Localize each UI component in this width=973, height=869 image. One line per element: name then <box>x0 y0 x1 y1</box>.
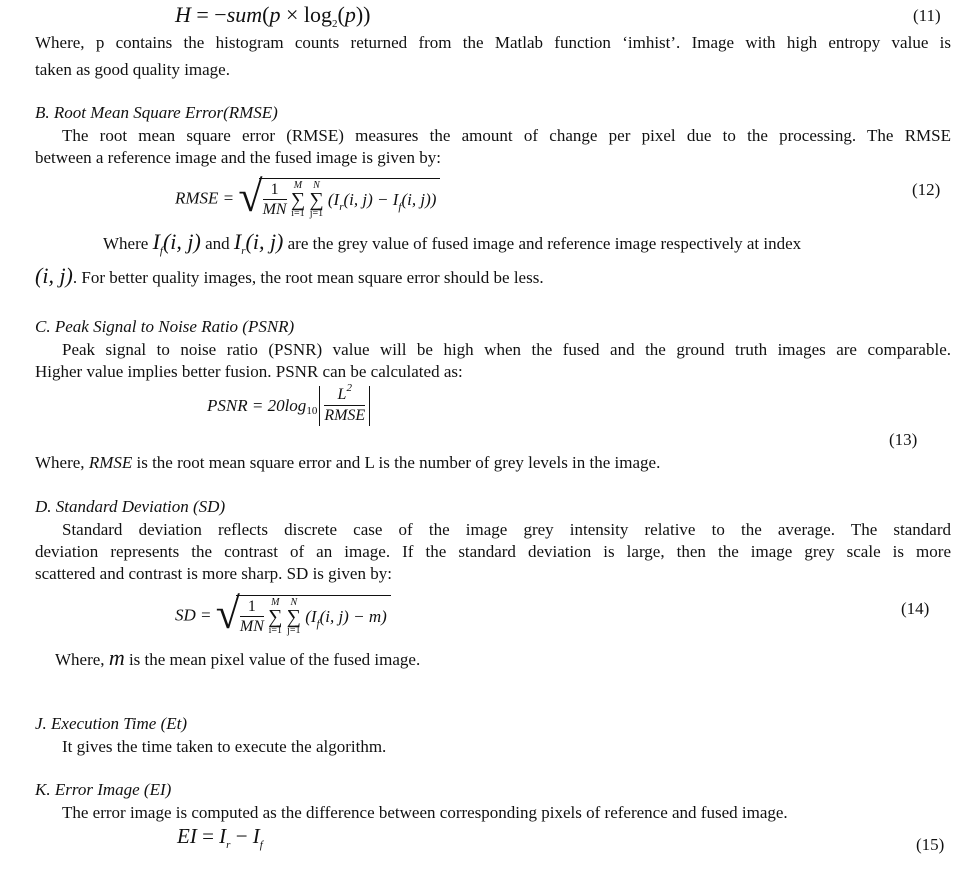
eq14-sum-i: M ∑ i=1 <box>268 597 283 636</box>
m-symbol: m <box>108 645 125 670</box>
eq12-radicand <box>259 178 441 220</box>
section-j-heading: J. Execution Time (Et) <box>35 714 188 733</box>
eq13-lhs: PSNR = 20log <box>207 396 307 415</box>
if-symbol: $I_f(i$, j) <box>152 229 201 257</box>
eq14-lhs: SD = <box>175 605 212 625</box>
eq14-sqrt-sign: √ <box>215 589 240 638</box>
section-c-heading: C. Peak Signal to Noise Ratio (PSNR) <box>35 317 295 336</box>
eq13-log-base: 10 <box>306 405 318 417</box>
ij-symbol: (i, j) <box>35 263 73 288</box>
equation-number-11: (11) <box>913 6 941 25</box>
section-b-line-1: The root mean square error (RMSE) measures the amount of change per pixel due to the processing. The RMSE <box>62 126 951 145</box>
equation-number-12: (12) <box>912 180 941 199</box>
eq14-fraction <box>240 598 264 637</box>
eq12-sum-j: N ∑ j=1 <box>309 180 324 219</box>
eq13-denominator: RMSE <box>324 407 366 424</box>
section-k-heading: K. Error Image (EI) <box>35 780 172 799</box>
ir-symbol: $I_r(i$, j) <box>233 229 284 257</box>
eq13-bracket <box>319 382 370 426</box>
eq12-denominator: MN <box>262 200 287 218</box>
section-d-line-3: scattered and contrast is more sharp. SD is given by: <box>35 564 392 583</box>
eq12-numerator: 1 <box>263 181 287 200</box>
eq14-numerator: 1 <box>240 598 264 617</box>
equation-number-15: (15) <box>916 835 945 854</box>
section-d-line-2: deviation represents the contrast of an image. If the standard deviation is large, then the image grey scale is more <box>35 542 951 561</box>
eq11-log-base: 2 <box>332 18 338 30</box>
equation-13 <box>207 382 370 426</box>
equation-number-13: (13) <box>889 430 918 449</box>
section-b-line-2: between a reference image and the fused image is given by: <box>35 148 441 167</box>
section-c-line-2: Higher value implies better fusion. PSNR can be calculated as: <box>35 362 463 381</box>
eq13-numerator: $L^2$ <box>324 386 365 406</box>
rmse-where-line-2: (i, j). For better quality images, the root mean square error should be less. <box>35 263 544 288</box>
eq12-sqrt-sign: √ <box>238 172 263 221</box>
section-b-heading: B. Root Mean Square Error(RMSE) <box>35 103 278 122</box>
equation-12 <box>175 173 440 224</box>
psnr-where-line: Where, RMSE is the root mean square error and L is the number of grey levels in the image. <box>35 453 661 472</box>
rmse-where-line-1: Where $I_f(i$, j) and $I_r(i$, j) are the grey value of fused image and reference image respectively at index <box>103 229 802 257</box>
section-d-line-1: Standard deviation reflects discrete case of the image grey intensity relative to the average. The standard <box>62 520 951 539</box>
section-d-heading: D. Standard Deviation (SD) <box>35 497 226 516</box>
section-j-line-1: It gives the time taken to execute the algorithm. <box>62 737 387 756</box>
entropy-text-line-2: taken as good quality image. <box>35 60 230 79</box>
eq12-lhs: RMSE = <box>175 188 235 208</box>
eq14-denominator: MN <box>239 617 264 635</box>
eq12-fraction <box>263 181 287 220</box>
entropy-text-line-1: Where, p contains the histogram counts returned from the Matlab function ‘imhist’. Image with high entropy value is <box>35 33 951 52</box>
section-c-line-1: Peak signal to noise ratio (PSNR) value will be high when the fused and the ground truth images are comparable. <box>62 340 951 359</box>
equation-15: EI = $I_r - I_f$ <box>177 824 263 851</box>
eq12-sum-i: M ∑ i=1 <box>290 180 306 219</box>
eq13-fraction <box>324 382 366 426</box>
equation-14 <box>175 590 391 641</box>
rmse-symbol: RMSE <box>88 453 133 472</box>
eq14-sum-j: N ∑ j=1 <box>286 597 301 636</box>
equation-number-14: (14) <box>901 599 930 618</box>
eq12-body: ($I_r(i$, $j) - I_f(i$, j)) <box>327 190 437 213</box>
section-k-line-1: The error image is computed as the difference between corresponding pixels of reference and fused image. <box>62 803 788 822</box>
eq14-body: ($I_f(i$, j) − m) <box>305 607 387 630</box>
eq14-radicand <box>236 595 391 637</box>
equation-11: $H = -sum(p \times \log_2(p))$ <box>175 2 371 30</box>
sd-where-line: Where, m is the mean pixel value of the fused image. <box>55 645 421 670</box>
